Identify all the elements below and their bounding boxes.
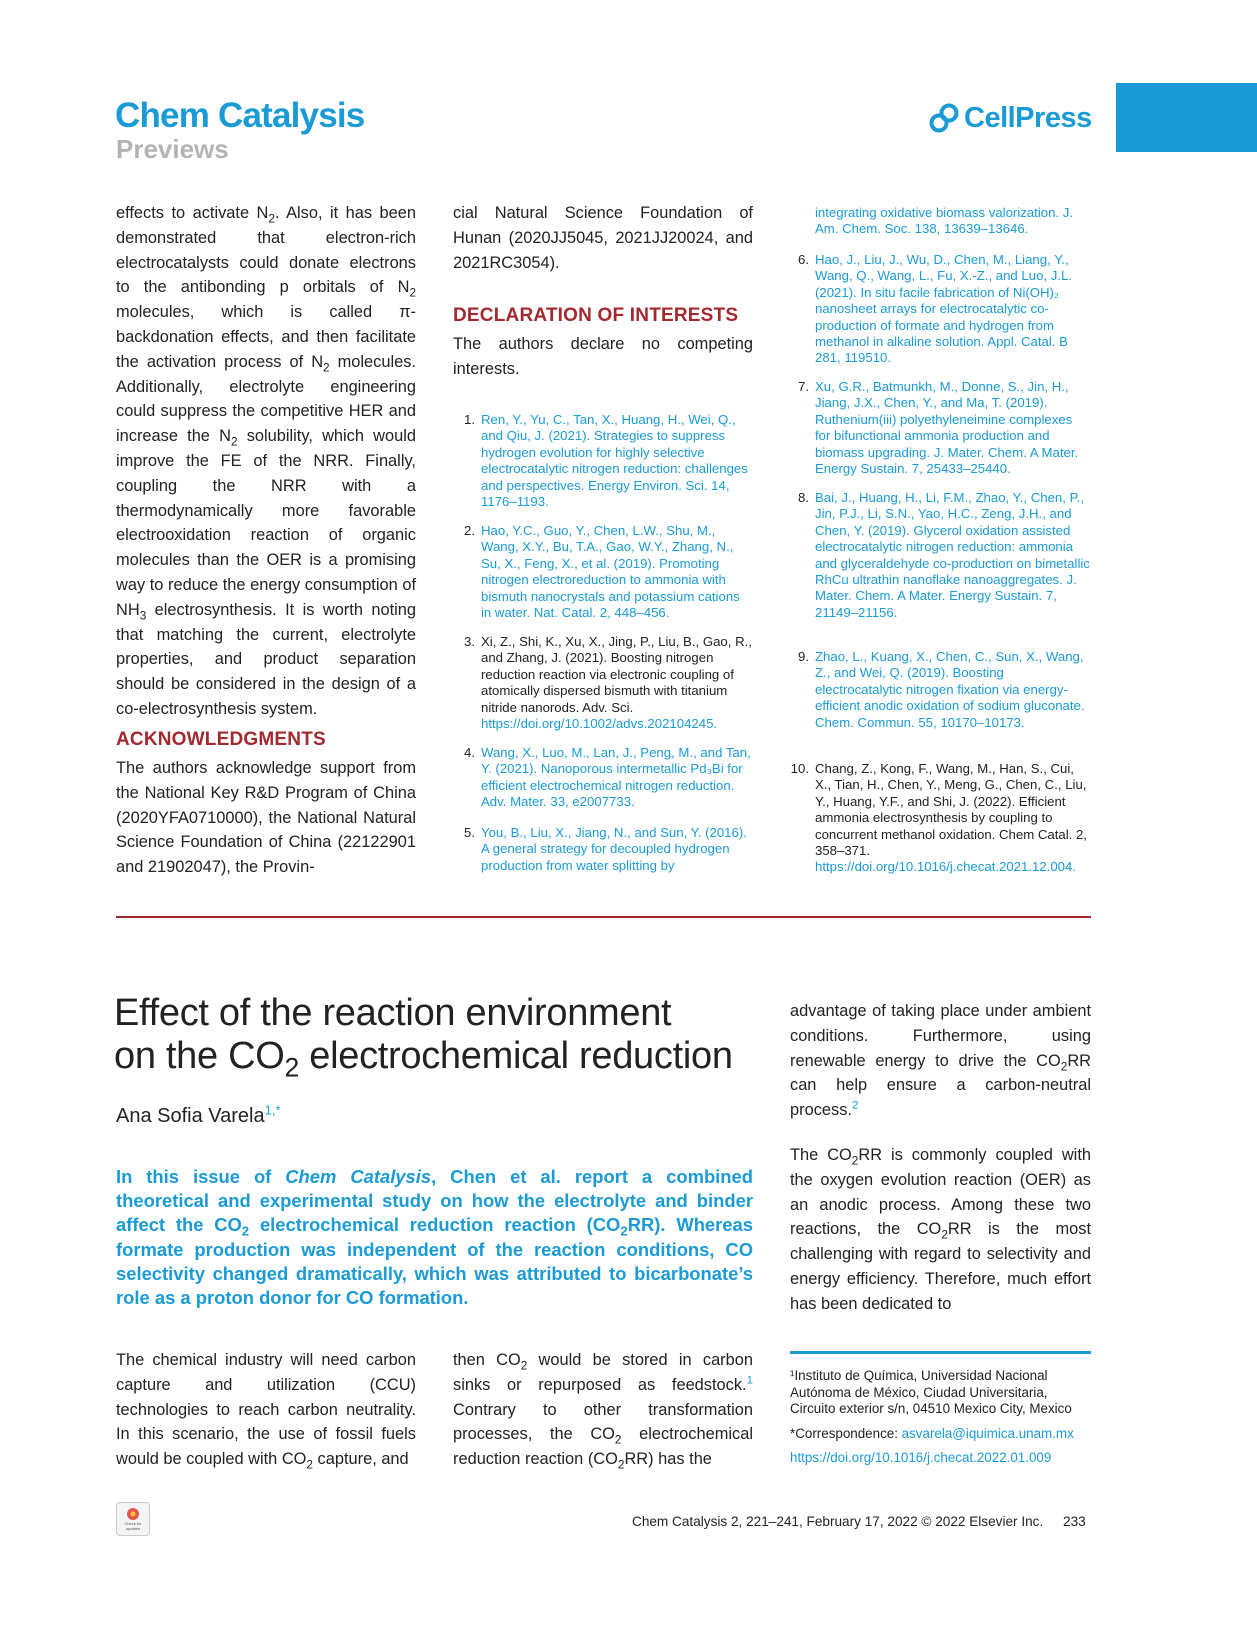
correspondence-email-link[interactable]: asvarela@iquimica.unam.mx — [901, 1426, 1074, 1441]
affiliation-rule — [790, 1351, 1091, 1354]
declaration-text: The authors declare no competing interests. — [453, 335, 753, 378]
journal-title: Chem Catalysis — [115, 96, 365, 135]
reference-link[interactable]: Xu, G.R., Batmunkh, M., Donne, S., Jin, H., Jiang, J.X., Chen, Y., and Ma, T. (2019). Ruthenium(iii) polyethyleneimine complexes for bifunctional ammonia production and biomass upgrading. J. Mater. Chem. A Mater. Energy Sustain. 7, 25433–25440. — [815, 379, 1079, 477]
article-title-line-1: Effect of the reaction environment — [114, 992, 672, 1034]
reference-link[interactable]: Hao, J., Liu, J., Wu, D., Chen, M., Liang, Y., Wang, Q., Wang, L., Fu, X.-Z., and Luo, J.L. (2021). In situ facile fabrication of Ni(OH)₂ nanosheet arrays for electrocatalytic co-production of formate and hydrogen from methanol in alkaline solution. Appl. Catal. B 281, 119510. — [815, 252, 1073, 366]
reference-10: 10. Chang, Z., Kong, F., Wang, M., Han, S., Cui, X., Tian, H., Chen, Y., Meng, G., Chen, C., Liu, Y., Huang, Y.F., and Shi, J. (2022). Efficient ammonia electrosynthesis by coupling to concurrent methanol oxidation. Chem Catal. 2, 358–371. https://doi.org/10.1016/j.checat.2021.12.004. — [790, 761, 1087, 875]
declaration-heading: DECLARATION OF INTERESTS — [453, 305, 739, 326]
top-column-1-text: effects to activate $N_2$. Also, it has been demonstrated that electron-rich electrocatalysts could donate electrons to the antibonding p orbitals of $N_2$ molecules, which is called π-backdonation effects, and then facilitate the activation process of $N_2$ molecules. Additionally, electrolyte engineering could suppress the competitive HER and increase the $N_2$ solubility, which would improve the FE of the NRR. Finally, coupling the NRR with a thermodynamically more favorable electrooxidation reaction of organic molecules than the OER is a promising way to reduce the energy consumption of $NH_3$ electrosynthesis. It is worth noting that matching the current, electrolyte properties, and product separation should be considered in the design of a co-electrosynthesis system. — [116, 204, 416, 718]
doi-link[interactable]: https://doi.org/10.1002/advs.202104245. — [481, 716, 718, 732]
reference-8: 8. Bai, J., Huang, H., Li, F.M., Zhao, Y., Chen, P., Jin, P.J., Li, S.N., Yao, H.C., Zeng, J.H., and Chen, Y. (2019). Glycerol oxidation assisted electrocatalytic nitrogen reduction: ammonia and glyceraldehyde co-production on bimetallic RhCu ultrathin nanoflake nanoaggregates. J. Mater. Chem. A Mater. Energy Sustain. 7, 21149–21156. — [798, 490, 1090, 620]
page-number: 233 — [1063, 1514, 1086, 1529]
cellpress-icon — [928, 102, 960, 134]
reference-link[interactable]: Wang, X., Luo, M., Lan, J., Peng, M., and Tan, Y. (2021). Nanoporous intermetallic Pd₃Bi for efficient electrochemical nitrogen reduction. Adv. Mater. 33, e2007733. — [481, 745, 751, 810]
footer-citation: Chem Catalysis 2, 221–241, February 17, 2022 © 2022 Elsevier Inc. 233 — [632, 1514, 1086, 1529]
reference-link[interactable]: Bai, J., Huang, H., Li, F.M., Zhao, Y., Chen, P., Jin, P.J., Li, S.N., Yao, H.C., Zeng, J.H., and Chen, Y. (2019). Glycerol oxidation assisted electrocatalytic nitrogen reduction: ammonia and glyceraldehyde co-production on bimetallic RhCu ultrathin nanoflake nanoaggregates. J. Mater. Chem. A Mater. Energy Sustain. 7, 21149–21156. — [815, 490, 1090, 620]
cellpress-logo[interactable] — [928, 101, 1092, 135]
doi-link[interactable]: https://doi.org/10.1016/j.checat.2022.01.009 — [790, 1450, 1052, 1465]
reference-link[interactable]: You, B., Liu, X., Jiang, N., and Sun, Y. (2016). A general strategy for decoupled hydrogen production from water splitting by — [481, 825, 747, 873]
article-title-line-2: on the $CO_2$ electrochemical reduction — [114, 1035, 733, 1083]
acknowledgments-heading: ACKNOWLEDGMENTS — [116, 729, 326, 750]
reference-3: 3. Xi, Z., Shi, K., Xu, X., Jing, P., Liu, B., Gao, R., and Zhang, J. (2021). Boosting nitrogen reduction reaction via electronic coupling of atomically dispersed bismuth with titanium nitride nanorods. Adv. Sci. https://doi.org/10.1002/advs.202104245. — [464, 634, 752, 732]
affiliation-text: ¹Instituto de Química, Universidad Nacional Autónoma de México, Ciudad Universitaria, Circuito exterior s/n, 04510 Mexico City, Mexico — [790, 1368, 1072, 1417]
section-label: Previews — [116, 134, 229, 164]
check-for-updates-badge[interactable]: Check for updates — [116, 1502, 150, 1536]
author-affiliation-mark[interactable]: 1,* — [264, 1102, 281, 1118]
reference-1: 1. Ren, Y., Yu, C., Tan, X., Huang, H., Wei, Q., and Qiu, J. (2021). Strategies to suppress hydrogen evolution for highly selective electrocatalytic nitrogen reduction: challenges and perspectives. Energy Environ. Sci. 14, 1176–1193. — [453, 412, 753, 494]
accent-tab — [1116, 83, 1257, 152]
reference-5-continued — [787, 205, 1090, 239]
reference-6: 6. Hao, J., Liu, J., Wu, D., Chen, M., Liang, Y., Wang, Q., Wang, L., Fu, X.-Z., and Luo, J.L. (2021). In situ facile fabrication of Ni(OH)₂ nanosheet arrays for electrocatalytic co-production of formate and hydrogen from methanol in alkaline solution. Appl. Catal. B 281, 119510. — [787, 252, 1090, 367]
publisher-name: CellPress — [964, 101, 1092, 134]
doi-link[interactable]: https://doi.org/10.1016/j.checat.2021.12.004. — [815, 859, 1077, 875]
author-name: Ana Sofia Varela — [116, 1105, 265, 1127]
citation-1[interactable]: 1 — [746, 1374, 753, 1387]
updates-icon — [124, 1507, 142, 1521]
body-column-1: The chemical industry will need carbon capture and utilization (CCU) technologies to reach carbon neutrality. In this scenario, the use of fossil fuels would be coupled with $CO_2$ capture, and — [116, 1351, 416, 1472]
reference-link[interactable]: Hao, Y.C., Guo, Y., Chen, L.W., Shu, M., Wang, X.Y., Bu, T.A., Gao, W.Y., Zhang, N., Su, X., Feng, X., et al. (2019). Promoting nitrogen electroreduction to ammonia with bismuth nanocrystals and potassium cations in water. Nat. Catal. 2, 448–456. — [481, 523, 740, 621]
abstract: In this issue of Chem Catalysis, Chen et al. report a combined theoretical and experimental study on how the electrolyte and binder affect the $CO_2$ electrochemical reduction reaction $(CO_2RR)$. Whereas formate production was independent of the reaction conditions, CO selectivity changed dramatically, which was attributed to bicarbonate’s role as a proton donor for CO formation. — [116, 1166, 753, 1309]
section-divider — [116, 916, 1091, 918]
citation-2[interactable]: 2 — [851, 1099, 859, 1112]
reference-link[interactable]: integrating oxidative biomass valorization. J. Am. Chem. Soc. 138, 13639–13646. — [815, 205, 1074, 237]
author-line — [116, 1102, 281, 1128]
body-column-2: then $CO_2$ would be stored in carbon sinks or repurposed as feedstock.$^1$ Contrary to other transformation processes, the $CO_2$ electrochemical reduction reaction $(CO_2RR)$ has the — [453, 1351, 753, 1472]
right-column-paragraph-2: The $CO_2RR$ is commonly coupled with the oxygen evolution reaction (OER) as an anodic process. Among these two reactions, the $CO_2RR$ is the most challenging with regard to selectivity and energy efficiency. Therefore, much effort has been dedicated to — [790, 1146, 1091, 1313]
reference-9: 9. Zhao, L., Kuang, X., Chen, C., Sun, X., Wang, Z., and Wei, Q. (2019). Boosting electrocatalytic nitrogen fixation via energy-efficient anodic oxidation of sodium gluconate. Chem. Commun. 55, 10170–10173. — [787, 649, 1090, 747]
right-column-paragraph-1: advantage of taking place under ambient conditions. Furthermore, using renewable energy to drive the $CO_2RR$ can help ensure a carbon-neutral process.$^2$ — [790, 1002, 1091, 1120]
reference-link[interactable]: Ren, Y., Yu, C., Tan, X., Huang, H., Wei, Q., and Qiu, J. (2021). Strategies to suppress hydrogen evolution for highly selective electrocatalytic nitrogen reduction: challenges and perspectives. Energy Environ. Sci. 14, 1176–1193. — [481, 412, 748, 510]
reference-4: 4. Wang, X., Luo, M., Lan, J., Peng, M., and Tan, Y. (2021). Nanoporous intermetallic Pd₃Bi for efficient electrochemical nitrogen reduction. Adv. Mater. 33, e2007733. — [453, 745, 753, 811]
acknowledgments-text: The authors acknowledge support from the National Key R&D Program of China (2020YFA0710000), the National Natural Science Foundation of China (22122901 and 21902047), the Provin- — [116, 759, 416, 877]
article-title — [114, 992, 764, 1083]
correspondence: *Correspondence: asvarela@iquimica.unam.mx — [790, 1426, 1074, 1441]
reference-2: 2. Hao, Y.C., Guo, Y., Chen, L.W., Shu, M., Wang, X.Y., Bu, T.A., Gao, W.Y., Zhang, N., Su, X., Feng, X., et al. (2019). Promoting nitrogen electroreduction to ammonia with bismuth nanocrystals and potassium cations in water. Nat. Catal. 2, 448–456. — [453, 523, 753, 621]
reference-5: 5. You, B., Liu, X., Jiang, N., and Sun, Y. (2016). A general strategy for decoupled hydrogen production from water splitting by — [453, 825, 753, 875]
top-column-2-text: cial Natural Science Foundation of Hunan (2020JJ5045, 2021JJ20024, and 2021RC3054). — [453, 204, 753, 272]
reference-link[interactable]: Zhao, L., Kuang, X., Chen, C., Sun, X., Wang, Z., and Wei, Q. (2019). Boosting electrocatalytic nitrogen fixation via energy-efficient anodic oxidation of sodium gluconate. Chem. Commun. 55, 10170–10173. — [815, 649, 1085, 730]
reference-7: 7. Xu, G.R., Batmunkh, M., Donne, S., Jin, H., Jiang, J.X., Chen, Y., and Ma, T. (2019). Ruthenium(iii) polyethyleneimine complexes for bifunctional ammonia production and biomass upgrading. J. Mater. Chem. A Mater. Energy Sustain. 7, 25433–25440. — [787, 379, 1090, 477]
